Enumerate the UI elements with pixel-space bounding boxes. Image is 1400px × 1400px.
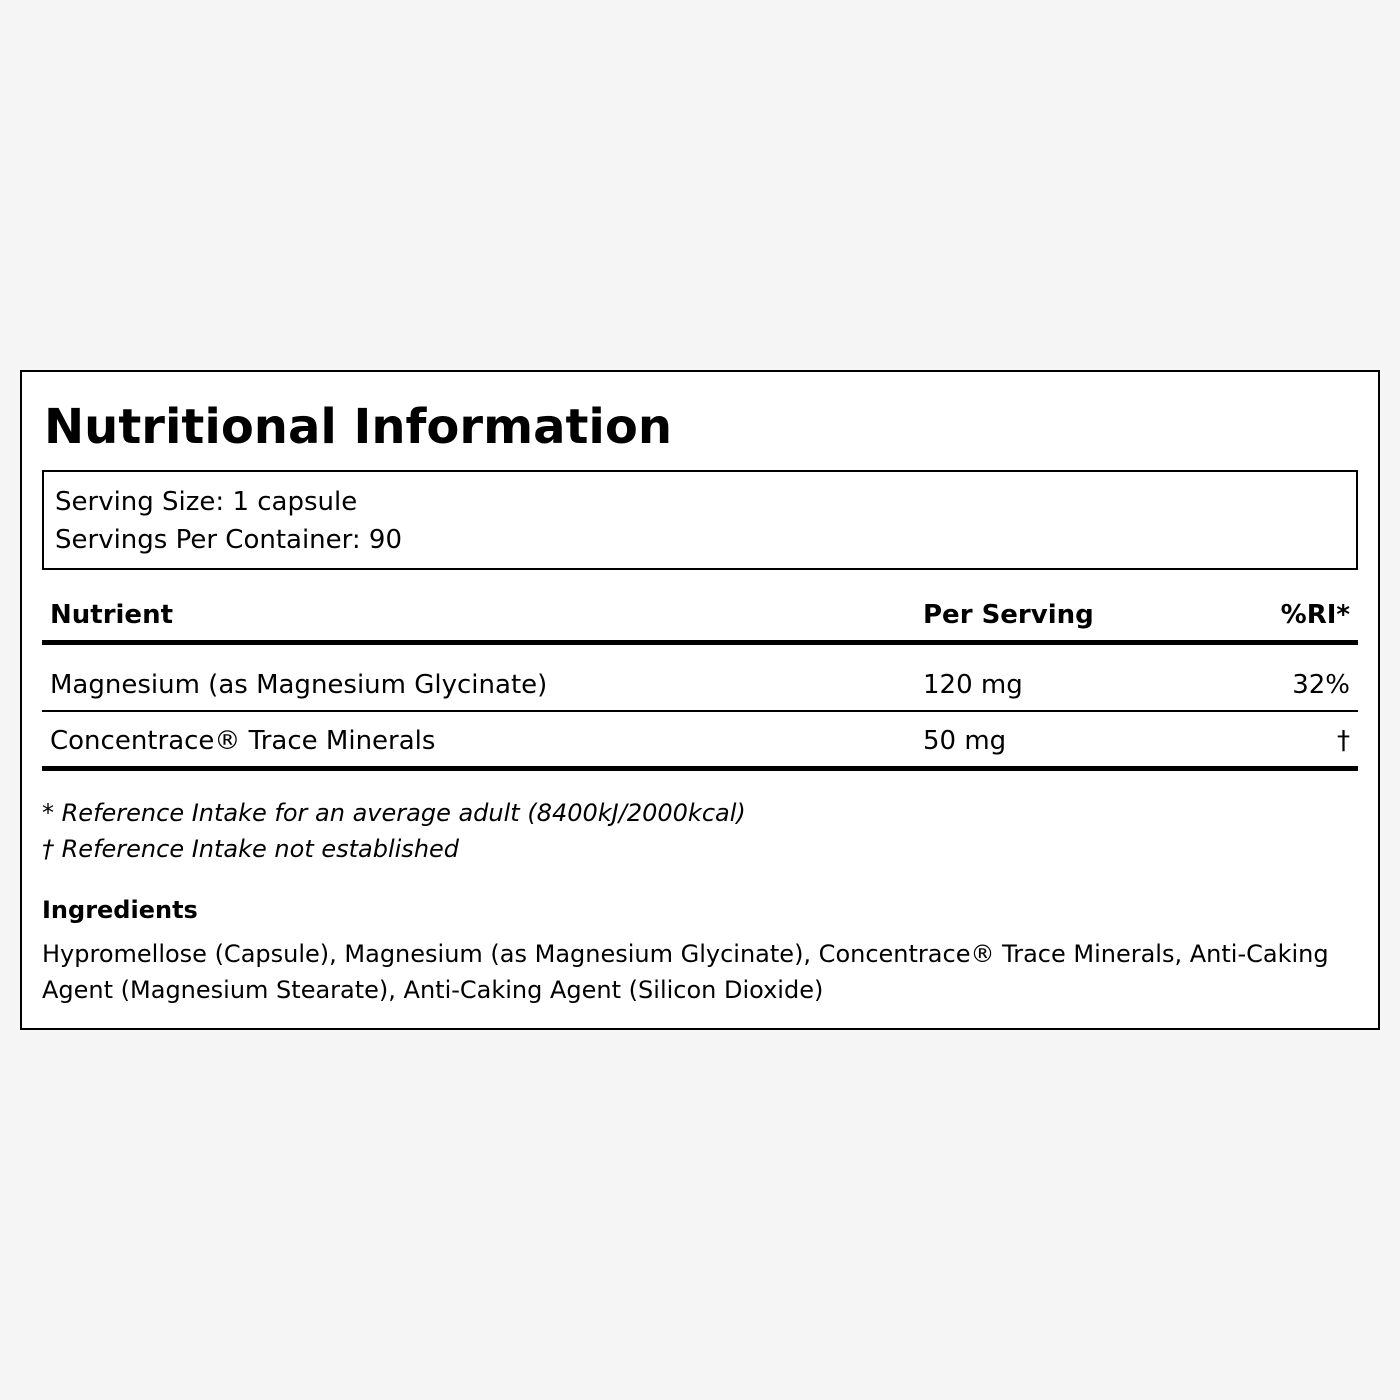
header-nutrient: Nutrient	[50, 600, 174, 630]
header-ri: %RI*	[1280, 600, 1350, 630]
row-1-per-serving: 120 mg	[923, 670, 1023, 700]
row-2-nutrient: Concentrace® Trace Minerals	[50, 726, 436, 756]
servings-per-container: Servings Per Container: 90	[55, 525, 403, 555]
row-1-ri: 32%	[1292, 670, 1350, 700]
footnote-reference-intake: * Reference Intake for an average adult (8400kJ/2000kcal)	[42, 799, 746, 827]
row-2-ri: †	[1337, 726, 1350, 756]
row-2-per-serving: 50 mg	[923, 726, 1007, 756]
serving-info-box	[42, 470, 1358, 570]
header-divider	[42, 640, 1358, 645]
header-per-serving: Per Serving	[923, 600, 1094, 630]
footnote-not-established: † Reference Intake not established	[42, 835, 460, 863]
ingredients-heading: Ingredients	[42, 896, 198, 924]
table-bottom-divider	[42, 766, 1358, 771]
serving-size: Serving Size: 1 capsule	[55, 487, 358, 517]
ingredients-text: Hypromellose (Capsule), Magnesium (as Magnesium Glycinate), Concentrace® Trace Minerals, Anti-Caking Agent (Magnesium Stearate), Anti-Caking Agent (Silicon Dioxide)	[42, 940, 1329, 1004]
panel-title: Nutritional Information	[44, 399, 673, 455]
row-divider	[42, 710, 1358, 712]
nutrition-panel	[20, 370, 1380, 1030]
row-1-nutrient: Magnesium (as Magnesium Glycinate)	[50, 670, 548, 700]
